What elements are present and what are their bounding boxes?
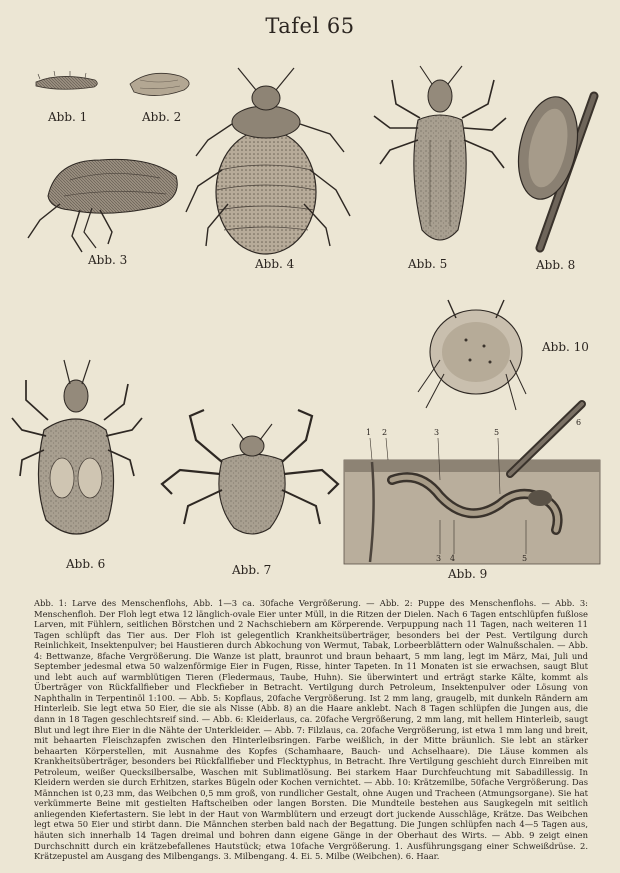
caption-body: Abb. 1: Larve des Menschenflohs, Abb. 1—3 ca. 30fache Vergrößerung. — Abb. 2: Puppe des Menschenflohs. — Abb. 3: Menschenfloh. Der Floh legt etwa 12 länglich-ovale Eier unter Müll, in die Ritzen der Dielen. Nach 6 Tagen entschlüpfen fußlose Larven, mit Fühlern, seitlichen Börstchen und 2 Nachschiebern am Körperende. Verpuppung nach 11 Tagen, nach weiteren 11 Tagen schlüpft das Tier aus. Der Floh ist gelegentlich Krankheitsüberträger, besonders bei der Pest. Vertilgung durch Reinlichkeit, Insektenpulver; bei Haustieren durch Abkochung von Wermut, Tabak, Lorbeerblättern oder Walnußschalen. — Abb. 4: Bettwanze, 8fache Vergrößerung. Die Wanze ist platt, braunrot und braun behaart, 5 mm lang, legt im März, Mai, Juli und September jedesmal etwa 50 walzenförmige Eier in Fugen, Risse, hinter Tapeten. In 11 Monaten ist sie erwachsen, saugt Blut und lebt auch auf warmblütigen Tieren (Fledermaus, Taube, Huhn). Sie überwintert und erträgt starke Kälte, kommt als Überträger von Rückfallfieber und Fleckfieber in Betracht. Vertilgung durch Petroleum, Insektenpulver oder Lösung von Naphthalin in Terpentinöl 1:100. — Abb. 5: Kopflaus, 20fache Vergrößerung. Ist 2 mm lang, graugelb, mit dunkeln Rändern am Hinterleib. Sie legt etwa 50 Eier, die sie als Nisse (Abb. 8) an die Haare anklebt. Nach 8 Tagen schlüpfen die Jungen aus, die dann in 18 Tagen geschlechtsreif sind. — Abb. 6: Kleiderlaus, ca. 20fache Vergrößerung, 2 mm lang, mit hellem Hinterleib, saugt Blut und legt ihre Eier in die Nähte der Unterkleider. — Abb. 7: Filzlaus, ca. 20fache Vergrößerung, ist etwa 1 mm lang und breit, mit behaarten Fleischzapfen zwischen den Hinterleibsringen. Farbe weißlich, in der Mitte bräunlich. Sie lebt an stärker behaarten Körperstellen, mit Ausnahme des Kopfes (Schamhaare, Bauch- und Achselhaare). Die Läuse kommen als Krankheitsüberträger, besonders bei Rückfallfieber und Flecktyphus, in Betracht. Ihre Vertilgung geschieht durch Einreiben mit Petroleum, weißer Quecksilbersalbe, Waschen mit Sublimatlösung. Bei starkem Haar Durchfeuchtung mit Sabadillessig. In Kleidern werden sie durch Erhitzen, starkes Bügeln oder Kochen vernichtet. — Abb. 10: Krätzemilbe, 50fache Vergrößerung. Das Männchen ist 0,23 mm, das Weibchen 0,5 mm groß, von rundlicher Gestalt, ohne Augen und Tracheen (Atmungsorgane). Sie hat verkümmerte Beine mit gestielten Haftscheiben oder langen Borsten. Die Mundteile bestehen aus Saugkegeln mit seitlich anliegenden Kiefertastern. Sie lebt in der Haut von Warmblütern und erzeugt dort juckende Ausschläge, Krätze. Das Weibchen legt etwa 50 Eier und stirbt dann. Die Männchen sterben bald nach der Begattung. Die Jungen schlüpfen nach 4—5 Tagen aus, häuten sich innerhalb 14 Tagen dreimal und bohren dann eigene Gänge in der Oberhaut des Wirts. — Abb. 9 zeigt einen Durchschnitt durch ein krätzebefallenes Hautstück; etwa 10fache Vergrößerung. 1. Ausführungsgang einer Schweißdrüse. 2. Krätzepustel am Ausgang des Milbengangs. 3. Milbengang. 4. Ei. 5. Milbe (Weibchen). 6. Haar. — [34, 598, 588, 862]
abb9-index-4: 4 — [450, 554, 456, 563]
label-abb-6: Abb. 6 — [66, 557, 106, 571]
figure-2-flea-pupa — [130, 73, 189, 95]
figure-3-human-flea — [28, 159, 177, 252]
abb9-index-5-bottom: 5 — [522, 554, 528, 563]
plate-title: Tafel 65 — [265, 14, 355, 38]
figure-6-head-louse — [12, 360, 142, 534]
figure-5-clothes-louse — [374, 66, 506, 240]
figure-8-nit-on-hair — [510, 91, 594, 248]
label-abb-4: Abb. 4 — [255, 257, 295, 271]
label-abb-9: Abb. 9 — [448, 567, 488, 581]
label-abb-2: Abb. 2 — [142, 110, 182, 124]
abb9-index-6: 6 — [576, 418, 582, 427]
figure-1-flea-larva — [36, 71, 97, 89]
label-abb-10: Abb. 10 — [542, 340, 589, 354]
label-abb-3: Abb. 3 — [88, 253, 128, 267]
label-abb-8: Abb. 8 — [536, 258, 576, 272]
figure-4-bed-bug — [186, 68, 350, 254]
plate-caption — [34, 598, 588, 866]
abb9-index-2: 2 — [382, 428, 388, 437]
label-abb-7: Abb. 7 — [232, 563, 272, 577]
figure-7-crab-louse — [162, 410, 338, 534]
abb9-index-1: 1 — [366, 428, 372, 437]
figure-10-itch-mite — [418, 300, 526, 410]
label-abb-5: Abb. 5 — [408, 257, 448, 271]
label-abb-1: Abb. 1 — [48, 110, 88, 124]
abb9-index-3-bottom: 3 — [436, 554, 442, 563]
abb9-index-3-top: 3 — [434, 428, 440, 437]
abb9-index-5-top: 5 — [494, 428, 500, 437]
